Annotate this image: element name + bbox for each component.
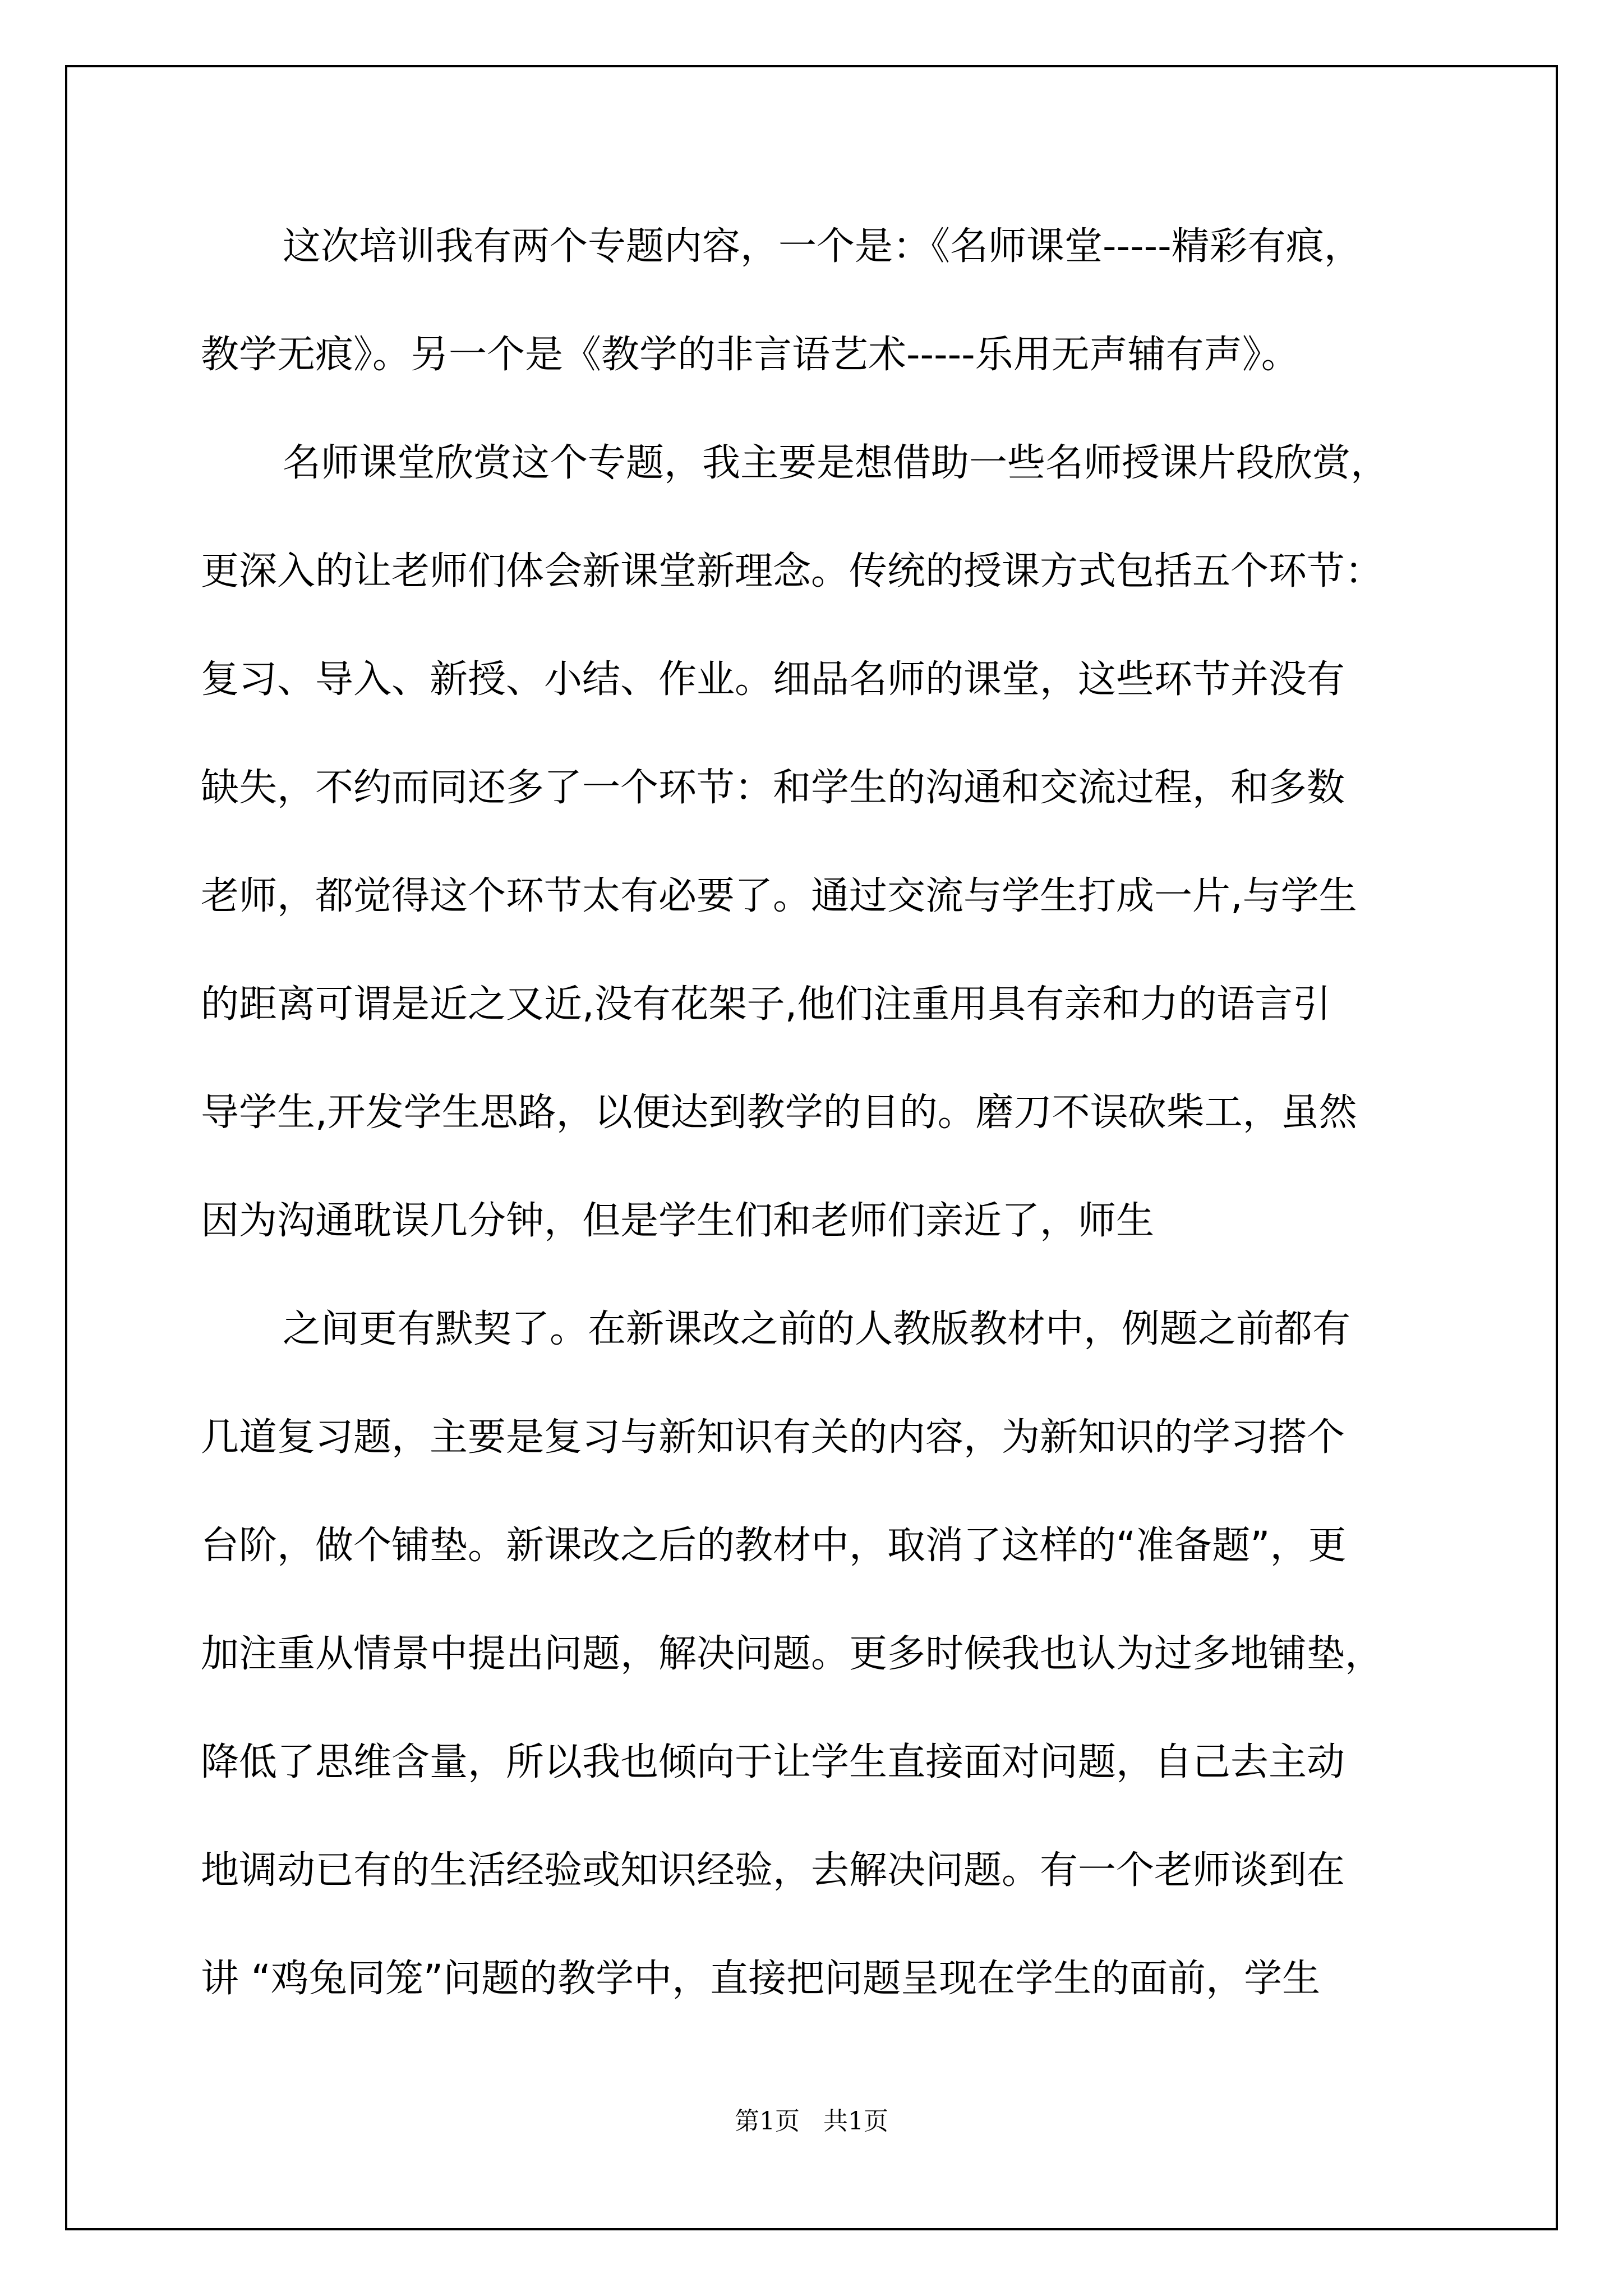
paragraph-3-line-2: 几道复习题，主要是复习与新知识有关的内容，为新知识的学习搭个: [201, 1415, 1345, 1460]
page-border: [65, 65, 1558, 2230]
paragraph-2-line-7: 导学生,开发学生思路，以便达到教学的目的。磨刀不误砍柴工，虽然: [201, 1091, 1357, 1135]
paragraph-2-line-2: 更深入的让老师们体会新课堂新理念。传统的授课方式包括五个环节：: [201, 549, 1384, 593]
paragraph-3-line-7: 讲 “鸡兔同笼”问题的教学中，直接把问题呈现在学生的面前，学生: [201, 1957, 1321, 2001]
paragraph-2-line-5: 老师，都觉得这个环节太有必要了。通过交流与学生打成一片,与学生: [201, 874, 1357, 918]
paragraph-3-line-4: 加注重从情景中提出问题，解决问题。更多时候我也认为过多地铺垫，: [201, 1632, 1384, 1676]
paragraph-3-line-6: 地调动已有的生活经验或知识经验，去解决问题。有一个老师谈到在: [201, 1848, 1345, 1893]
paragraph-2-line-8: 因为沟通耽误几分钟，但是学生们和老师们亲近了，师生: [201, 1199, 1155, 1243]
page-footer: 第1页 共1页: [735, 2107, 888, 2136]
paragraph-1-line-2: 教学无痕》。另一个是《教学的非言语艺术-----乐用无声辅有声》。: [201, 333, 1299, 377]
paragraph-2-line-6: 的距离可谓是近之又近,没有花架子,他们注重用具有亲和力的语言引: [201, 982, 1331, 1027]
paragraph-2-line-4: 缺失，不约而同还多了一个环节：和学生的沟通和交流过程，和多数: [201, 766, 1345, 810]
paragraph-2-line-3: 复习、导入、新授、小结、作业。细品名师的课堂，这些环节并没有: [201, 657, 1345, 702]
paragraph-3-line-5: 降低了思维含量，所以我也倾向于让学生直接面对问题，自己去主动: [201, 1740, 1345, 1784]
paragraph-1-line-1: 这次培训我有两个专题内容，一个是：《名师课堂-----精彩有痕，: [283, 224, 1362, 269]
paragraph-2-line-1: 名师课堂欣赏这个专题，我主要是想借助一些名师授课片段欣赏，: [283, 441, 1389, 485]
paragraph-3-line-1: 之间更有默契了。在新课改之前的人教版教材中，例题之前都有: [283, 1307, 1351, 1351]
paragraph-3-line-3: 台阶，做个铺垫。新课改之后的教材中，取消了这样的“准备题”，更: [201, 1524, 1347, 1568]
